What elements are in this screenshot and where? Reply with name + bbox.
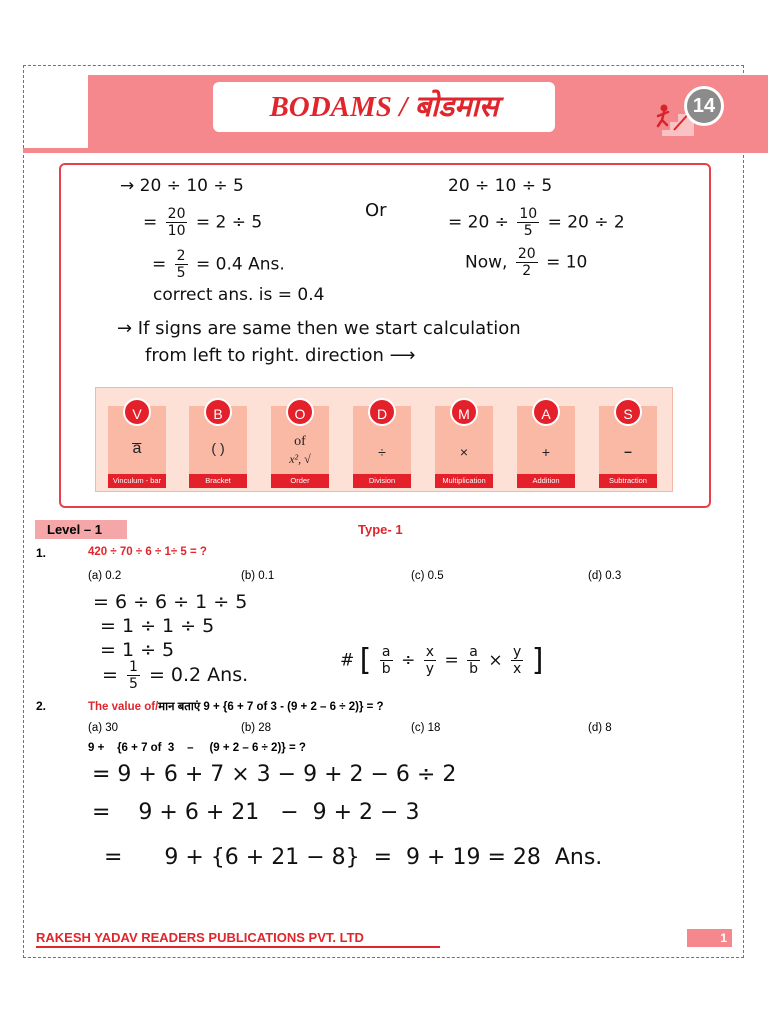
page-title: BODAMS / बोडमास xyxy=(213,82,555,132)
rule-note: → If signs are same then we start calculation xyxy=(117,318,521,339)
card-label: Vinculum - bar xyxy=(108,474,166,488)
bodmas-card-v xyxy=(108,406,166,488)
card-symbol: ( ) xyxy=(211,440,225,456)
letter-badge: M xyxy=(450,398,478,426)
card-symbol: – xyxy=(624,443,632,459)
example-step: Now, $\frac{20}{2}$ = 10 xyxy=(465,246,588,279)
letter-badge: A xyxy=(532,398,560,426)
option-b: (b) 0.1 xyxy=(241,570,275,582)
option-a: (a) 30 xyxy=(88,722,119,734)
bodmas-card-s xyxy=(599,406,657,488)
letter-badge: D xyxy=(368,398,396,426)
solution-step: = 9 + 6 + 7 × 3 − 9 + 2 − 6 ÷ 2 xyxy=(92,762,457,787)
chapter-badge xyxy=(652,82,732,142)
solution-step: = 1 ÷ 5 xyxy=(100,639,175,661)
letter-badge: V xyxy=(123,398,151,426)
card-symbol: × xyxy=(459,444,469,460)
example-step: = $\frac{2}{5}$ = 0.4 Ans. xyxy=(152,248,285,281)
letter-badge: O xyxy=(286,398,314,426)
example-step: 20 ÷ 10 ÷ 5 xyxy=(448,176,553,196)
option-c: (c) 0.5 xyxy=(411,570,444,582)
header-rule xyxy=(23,148,744,153)
solution-step: = 6 ÷ 6 ÷ 1 ÷ 5 xyxy=(93,591,248,613)
option-d: (d) 8 xyxy=(588,722,612,734)
card-label: Division xyxy=(353,474,411,488)
card-symbol: of xyxy=(294,434,306,449)
bodmas-panel xyxy=(95,387,673,492)
bodmas-card-a xyxy=(517,406,575,488)
card-label: Subtraction xyxy=(599,474,657,488)
bodmas-card-o xyxy=(271,406,329,488)
rule-note: from left to right. direction ⟶ xyxy=(145,345,416,366)
solution-step: = $\frac{1}{5}$ = 0.2 Ans. xyxy=(102,659,249,692)
question-text: 420 ÷ 70 ÷ 6 ÷ 1÷ 5 = ? xyxy=(88,546,207,558)
card-label: Multiplication xyxy=(435,474,493,488)
solution-step: = 9 + {6 + 21 − 8} = 9 + 19 = 28 Ans. xyxy=(104,845,603,870)
or-label: Or xyxy=(365,200,387,221)
letter-badge: S xyxy=(614,398,642,426)
publisher-name: RAKESH YADAV READERS PUBLICATIONS PVT. LTD xyxy=(36,930,364,945)
bodmas-card-d xyxy=(353,406,411,488)
example-step: = 20 ÷ $\frac{10}{5}$ = 20 ÷ 2 xyxy=(448,206,625,239)
bodmas-card-b xyxy=(189,406,247,488)
type-label: Type- 1 xyxy=(358,522,403,537)
question-restatement: 9 + {6 + 7 of 3 – (9 + 2 – 6 ÷ 2)} = ? xyxy=(88,742,306,754)
question-number: 2. xyxy=(36,699,47,713)
question-number: 1. xyxy=(36,546,47,560)
card-symbol: ÷ xyxy=(378,444,386,460)
chapter-number: 14 xyxy=(684,86,724,126)
example-step: → 20 ÷ 10 ÷ 5 xyxy=(120,176,244,196)
option-c: (c) 18 xyxy=(411,722,441,734)
question-text: The value of/मान बताएं 9 + {6 + 7 of 3 - (9 + 2 – 6 ÷ 2)} = ? xyxy=(88,701,384,713)
level-label: Level – 1 xyxy=(35,520,127,539)
option-b: (b) 28 xyxy=(241,722,272,734)
card-symbol: a̅ xyxy=(132,440,142,457)
bodmas-card-m xyxy=(435,406,493,488)
solution-step: = 9 + 6 + 21 − 9 + 2 − 3 xyxy=(92,800,420,825)
example-step: correct ans. is = 0.4 xyxy=(153,285,325,305)
letter-badge: B xyxy=(204,398,232,426)
card-symbol: + xyxy=(541,444,551,460)
page-number: 1 xyxy=(687,929,732,947)
footer-underline xyxy=(36,946,440,948)
option-a: (a) 0.2 xyxy=(88,570,122,582)
card-symbol: x², √ xyxy=(289,452,311,466)
card-label: Addition xyxy=(517,474,575,488)
option-d: (d) 0.3 xyxy=(588,570,622,582)
solution-step: = 1 ÷ 1 ÷ 5 xyxy=(100,615,215,637)
card-label: Order xyxy=(271,474,329,488)
example-step: = $\frac{20}{10}$ = 2 ÷ 5 xyxy=(143,206,263,239)
card-label: Bracket xyxy=(189,474,247,488)
division-tip: # [ $\frac{a}{b}$ ÷ $\frac{x}{y}$ = $\frac{a}{b}$ × $\frac{y}{x}$ ] xyxy=(340,643,544,678)
